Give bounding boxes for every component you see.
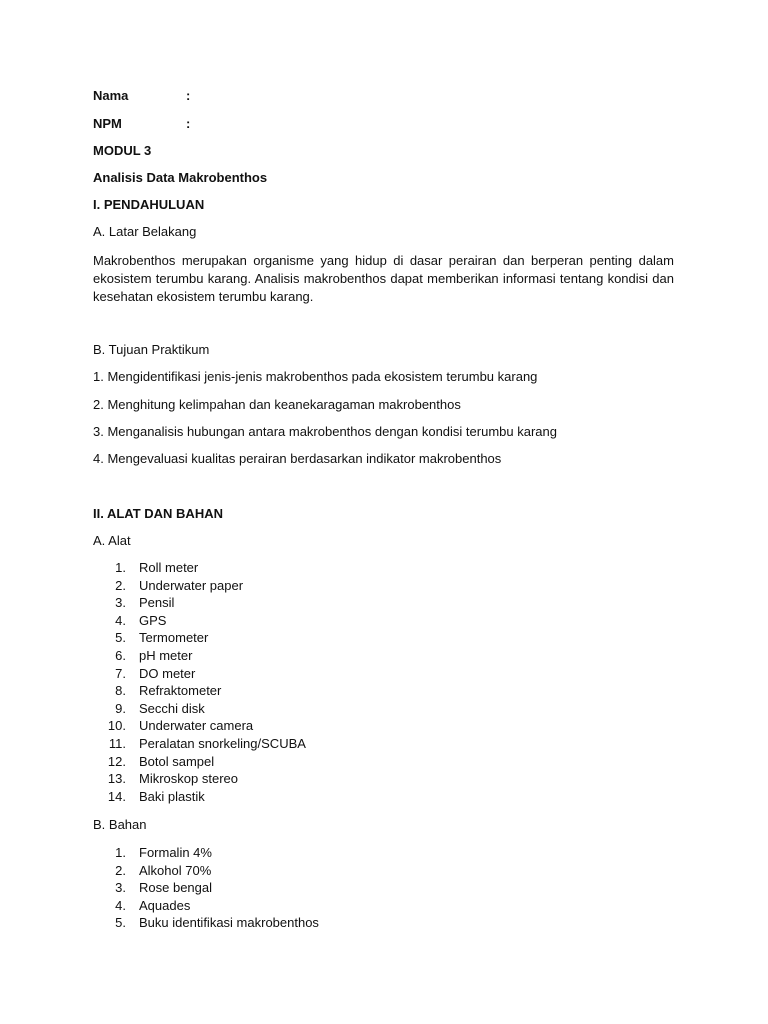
nama-field: [93, 88, 190, 104]
subheading-bahan: B. Bahan: [93, 817, 147, 832]
list-number: 11.: [108, 735, 126, 751]
npm-colon: :: [186, 116, 191, 131]
npm-field: [93, 116, 190, 132]
list-item: [93, 594, 653, 612]
list-number: 10.: [107, 718, 126, 734]
list-item: [93, 559, 653, 577]
list-text: Secchi disk: [139, 700, 205, 716]
list-item: [93, 647, 653, 665]
list-text: Peralatan snorkeling/SCUBA: [139, 735, 306, 751]
list-item: [93, 844, 653, 862]
subheading-latar-belakang: A. Latar Belakang: [93, 224, 197, 239]
list-number: 2.: [115, 577, 126, 593]
list-item: [93, 577, 653, 595]
list-item: [93, 665, 653, 683]
list-number: 12.: [107, 753, 126, 769]
npm-label: NPM: [93, 116, 122, 131]
list-item: [93, 788, 653, 806]
list-number: 1.: [115, 845, 126, 860]
tujuan-item: 1. Mengidentifikasi jenis-jenis makrobenthos pada ekosistem terumbu karang: [93, 369, 538, 384]
list-number: 1.: [115, 560, 126, 575]
list-item: [93, 682, 653, 700]
list-number: 5.: [115, 915, 126, 931]
list-item: [93, 862, 653, 880]
list-number: 14.: [107, 788, 126, 804]
tujuan-item: 3. Menganalisis hubungan antara makrobenthos dengan kondisi terumbu karang: [93, 424, 557, 439]
list-number: 3.: [115, 880, 126, 896]
list-number: 7.: [115, 665, 126, 681]
list-text: Alkohol 70%: [139, 862, 212, 878]
list-number: 3.: [115, 595, 126, 611]
list-number: 2.: [115, 862, 126, 878]
list-number: 9.: [115, 700, 126, 716]
list-text: Pensil: [139, 595, 175, 611]
list-text: Underwater camera: [139, 718, 254, 734]
list-number: 4.: [115, 897, 126, 913]
section-heading-pendahuluan: I. PENDAHULUAN: [93, 197, 205, 212]
document-title: Analisis Data Makrobenthos: [93, 170, 268, 185]
tujuan-item: 2. Menghitung kelimpahan dan keanekaragaman makrobenthos: [93, 397, 461, 412]
tujuan-item: 4. Mengevaluasi kualitas perairan berdasarkan indikator makrobenthos: [93, 451, 502, 466]
section-heading-alat-bahan: II. ALAT DAN BAHAN: [93, 506, 223, 521]
list-text: Rose bengal: [139, 880, 212, 896]
list-item: [93, 897, 653, 915]
list-text: Underwater paper: [139, 577, 244, 593]
list-text: Roll meter: [139, 560, 199, 575]
list-text: Aquades: [139, 897, 191, 913]
modul-title: MODUL 3: [93, 143, 152, 158]
latar-belakang-paragraph: Makrobenthos merupakan organisme yang hidup di dasar perairan dan berperan penting dalam ekosistem terumbu karang. Analisis makrobenthos dapat memberikan informasi tentang kondisi dan kesehatan ekosistem terumbu karang.: [93, 253, 674, 304]
nama-colon: :: [186, 88, 191, 103]
list-item: [93, 753, 653, 771]
bahan-list: [93, 844, 653, 932]
list-number: 8.: [115, 683, 126, 699]
list-item: [93, 717, 653, 735]
list-text: pH meter: [139, 647, 193, 663]
list-item: [93, 770, 653, 788]
list-text: GPS: [139, 612, 167, 628]
list-text: Baki plastik: [139, 788, 205, 804]
list-number: 13.: [107, 771, 126, 787]
list-item: [93, 735, 653, 753]
nama-label: Nama: [93, 88, 129, 103]
subheading-alat: A. Alat: [93, 533, 131, 548]
list-item: [93, 612, 653, 630]
list-text: Botol sampel: [139, 753, 215, 769]
list-number: 6.: [115, 647, 126, 663]
list-text: Termometer: [139, 630, 209, 646]
list-number: 4.: [115, 612, 126, 628]
list-item: [93, 914, 653, 932]
list-number: 5.: [115, 630, 126, 646]
alat-list: [93, 559, 653, 805]
list-item: [93, 879, 653, 897]
list-text: Buku identifikasi makrobenthos: [139, 915, 319, 931]
list-text: Refraktometer: [139, 683, 222, 699]
list-item: [93, 629, 653, 647]
list-item: [93, 700, 653, 718]
subheading-tujuan-praktikum: B. Tujuan Praktikum: [93, 342, 210, 357]
list-text: Mikroskop stereo: [139, 771, 238, 787]
list-text: DO meter: [139, 665, 196, 681]
list-text: Formalin 4%: [139, 845, 212, 860]
